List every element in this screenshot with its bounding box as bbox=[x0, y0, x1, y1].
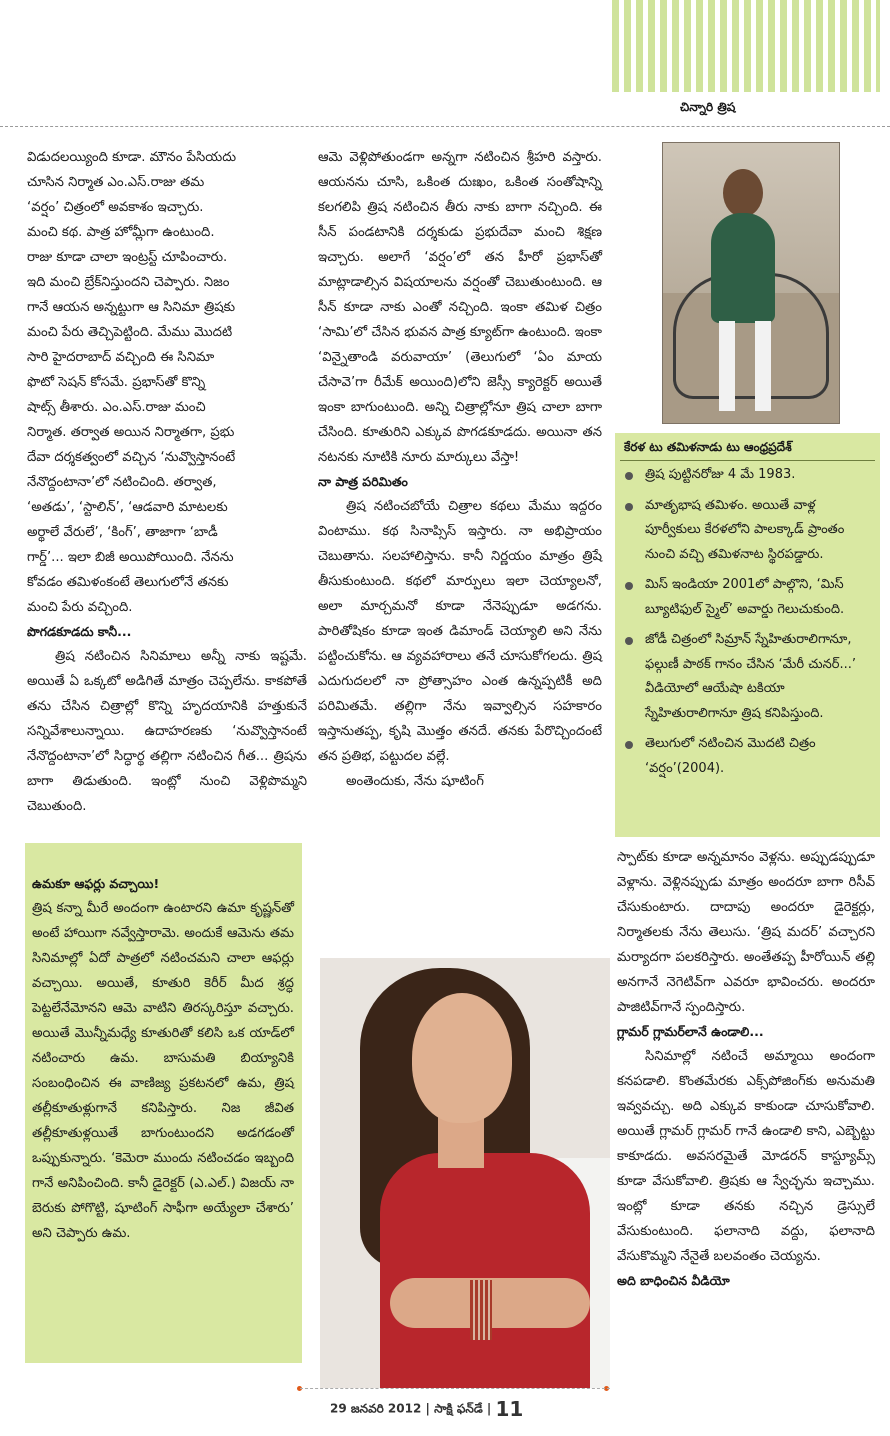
column-1-line: గార్డ్’... ఇలా బిజీ అయిపోయింది. నేనను bbox=[27, 550, 234, 565]
column-1-line: నేనొద్దంటానా’లో నటించింది. తర్వాత, bbox=[27, 475, 217, 490]
column-1-line: అర్థాలే వేరులే’, ‘కింగ్’, తాజాగా ‘బాడీ bbox=[27, 525, 218, 540]
column-1-line: రాజు కూడా చాలా ఇంట్రస్ట్ చూపించారు. bbox=[27, 250, 228, 265]
column-1-line: ‘అతడు’, ‘స్టాలిన్’, ‘ఆడవారి మాటలకు bbox=[27, 500, 228, 515]
subhead-pogadakudadu: పొగడకూడదు కానీ... bbox=[27, 624, 132, 639]
column-2 bbox=[318, 145, 602, 794]
header-stripe bbox=[612, 0, 880, 92]
column-1-line: షాట్స్ తీశారు. ఎం.ఎస్.రాజు మంచి bbox=[27, 400, 206, 415]
childhood-photo bbox=[662, 142, 840, 424]
column-1-para-2: త్రిష నటించిన సినిమాలు అన్నీ నాకు ఇష్టమే. అయితే ఏ ఒక్కటో అడిగితే మాత్రం చెప్పలేను. కాకపోతే తను చేసిన చిత్రాల్లో కొన్ని హృదయానికి హత్తుకునే సన్నివేశాలున్నాయి. ఉదాహరణకు ‘నువ్వొస్తానంటే నేనొద్దంటానా’లో సిద్ధార్థ తల్లిగా నటించిన గీత... త్రిషను బాగా తిడుతుంది. ఇంట్లో నుంచి వెళ్లిపొమ్మని చెబుతుంది. bbox=[27, 649, 307, 814]
fact-item: మాతృభాష తమిళం. అయితే వాళ్ల పూర్వీకులు కేరళలోని పాలక్కాడ్ ప్రాంతం నుంచి వచ్చి తమిళనాట స్థిరపడ్డారు. bbox=[617, 494, 875, 568]
column-3-para-2: సినిమాల్లో నటించే అమ్మాయి అందంగా కనపడాలి. కొంతమేరకు ఎక్స్‌పోజింగ్‌కు అనుమతి ఇవ్వవచ్చు. అది ఎక్కువ కాకుండా చూసుకోవాలి. అయితే గ్లామర్ గ్లామర్ గానే ఉండాలి కాని, ఎబ్బెట్టు కాకూడదు. అవసరమైతే మోడరన్ కాస్ట్యూమ్స్ కూడా వేసుకోవాలి. త్రిషకు ఆ స్వేచ్ఛను ఇచ్చాము. ఇంట్లో కూడా తనకు నచ్చిన డ్రెస్సులే వేసుకుంటుంది. ఫలానాది వద్దు, ఫలానాది వేసుకొమ్మని నేనైతే బలవంతం చెయ్యను. bbox=[617, 1049, 875, 1264]
trisha-portrait-photo bbox=[320, 958, 610, 1388]
sidebar-box-uma-content bbox=[32, 872, 294, 1246]
fact-list bbox=[617, 463, 875, 781]
column-3-para-1: స్పాట్‌కు కూడా అన్నమానం వెళ్లను. అప్పుడప్పుడూ వెళ్లాను. వెళ్లినప్పుడు మాత్రం అందరూ బాగా రిసీవ్ చేసుకుంటారు. దాదాపు అందరూ డైరెక్టర్లు, నిర్మాతలకు నేను తెలుసు. ‘త్రిష మదర్’ వచ్చారని మర్యాదగా పలకరిస్తారు. అంతేతప్ప హీరోయిన్ తల్లి అనగానే నెగెటివ్‌గా ఎవరూ భావించరు. అందరూ పాజిటివ్‌గానే స్పందిస్తారు. bbox=[617, 850, 875, 1015]
column-1-line: చూసిన నిర్మాత ఎం.ఎస్.రాజు తమ bbox=[27, 175, 205, 190]
column-2-para-2: త్రిష నటించబోయే చిత్రాల కథలు మేము ఇద్దరం వింటాము. కథ సినాప్సిస్ ఇస్తారు. నా అభిప్రాయం చెబుతాను. సలహాలిస్తాను. కానీ నిర్ణయం మాత్రం త్రిషే తీసుకుంటుంది. కథలో మార్పులు ఇలా చెయ్యాలనో, అలా మార్చమనో కూడా నేనెప్పుడూ అడగను. పారితోషికం కూడా ఇంత డిమాండ్ చెయ్యాలి అని నేను పట్టించుకోను. ఆ వ్యవహారాలు తనే చూసుకోగలదు. త్రిష ఎదుగుదలలో నా ప్రోత్సాహం ఎంత ఉన్నప్పటికీ అది పరిమితమే. తల్లిగా నేను ఇవ్వాల్సిన సహకారం ఇస్తానుతప్ప, కృషి మొత్తం తనదే. తనకు పేరొచ్చిందంటే తన ప్రతిభ, పట్టుదల వల్లే. bbox=[318, 499, 602, 764]
subhead-naa-paatra: నా పాత్ర పరిమితం bbox=[318, 474, 408, 489]
fact-box-divider bbox=[620, 460, 875, 461]
photo-caption: చిన్నారి త్రిష bbox=[680, 100, 736, 114]
column-1-line: గానే ఆయన అన్నట్టుగా ఆ సినిమా త్రిషకు bbox=[27, 300, 236, 315]
fact-item: మిస్ ఇండియా 2001లో పాల్గొని, ‘మిస్ బ్యూటిఫుల్ స్మైల్’ అవార్డు గెలుచుకుంది. bbox=[617, 573, 875, 622]
page-footer: 29 జనవరి 2012 | సాక్షి ఫన్‌డే | 11 bbox=[330, 1397, 524, 1421]
subhead-video: అది బాధించిన వీడియో bbox=[617, 1273, 730, 1288]
fact-box-list-wrap bbox=[617, 463, 875, 787]
column-1-line: మంచి కథ. పాత్ర హోమ్లీగా ఉంటుంది. bbox=[27, 225, 215, 240]
fact-item: త్రిష పుట్టినరోజు 4 మే 1983. bbox=[617, 463, 875, 488]
page-number: 11 bbox=[495, 1397, 524, 1421]
footer-divider bbox=[300, 1388, 610, 1389]
footer-date: 29 జనవరి 2012 bbox=[330, 1401, 422, 1416]
sidebar-box-uma-heading: ఉమకూ ఆఫర్లు వచ్చాయి! bbox=[32, 876, 160, 891]
column-1 bbox=[27, 145, 307, 819]
column-1-lines bbox=[27, 145, 307, 620]
column-1-line: విడుదలయ్యింది కూడా. మౌనం పేసియదు bbox=[27, 150, 237, 165]
column-1-line: సారి హైదరాబాద్ వచ్చింది ఈ సినిమా bbox=[27, 350, 215, 365]
fact-item: జోడీ చిత్రంలో సిమ్రాన్ స్నేహితురాలిగానూ, ఫల్గుణీ పాఠక్ గానం చేసిన ‘మేరీ చునర్...’ వీడియోలో ఆయేషా టకియా స్నేహితురాలిగానూ త్రిష కనిపిస్తుంది. bbox=[617, 628, 875, 726]
column-2-para-1: ఆమె వెళ్లిపోతుండగా అన్నగా నటించిన శ్రీహరి వస్తారు. ఆయనను చూసి, ఒకింత దుఃఖం, ఒకింత సంతోషాన్ని కలగలిపి త్రిష నటించిన తీరు నాకు బాగా నచ్చింది. ఈ సీన్ పండటానికి దర్శకుడు ప్రభుదేవా మంచి శిక్షణ ఇచ్చారు. అలాగే ‘వర్షం’లో తన హీరో ప్రభాస్‌తో మాట్లాడాల్సిన విషయాలను వర్షంతో చెబుతుంటుంది. ఆ సీన్ కూడా నాకు ఎంతో నచ్చింది. ఇంకా తమిళ చిత్రం ‘సామి’లో చేసిన భువన పాత్ర క్యూట్‌గా ఉంటుంది. ఇంకా ‘విన్నైతాండి వరువాయా’ (తెలుగులో ‘ఏం మాయ చేసావె’గా రీమేక్ అయింది)లోని జెస్సీ క్యారెక్టర్ అయితే ఇంకా బాగుంటుంది. అన్ని చిత్రాల్లోనూ త్రిష చాలా బాగా చేసింది. కూతురిని ఎక్కువ పొగడకూడదు. అయినా తన నటనకు నూటికి నూరు మార్కులు వేస్తా! bbox=[318, 150, 602, 465]
fact-box-title: కేరళ టు తమిళనాడు టు ఆంధ్రప్రదేశ్ bbox=[624, 440, 792, 454]
column-1-line: ‘వర్షం’ చిత్రంలో అవకాశం ఇచ్చారు. bbox=[27, 200, 204, 215]
column-2-para-3: అంతెందుకు, నేను షూటింగ్ bbox=[346, 774, 484, 789]
subhead-glamour: గ్లామర్ గ్లామర్‌లానే ఉండాలి... bbox=[617, 1024, 764, 1039]
column-1-line: నిర్మాత. తర్వాత అయిన నిర్మాతగా, ప్రభు bbox=[27, 425, 235, 440]
column-1-line: దేవా దర్శకత్వంలో వచ్చిన ‘నువ్వొస్తానంటే bbox=[27, 450, 236, 465]
column-1-line: కోవడం తమిళంకంటే తెలుగులోనే తనకు bbox=[27, 575, 229, 590]
fact-item: తెలుగులో నటించిన మొదటి చిత్రం ‘వర్షం’(2004). bbox=[617, 732, 875, 781]
column-1-line: ఇది మంచి బ్రేక్‌నిస్తుందని చెప్పారు. నిజం bbox=[27, 275, 230, 290]
footer-publication: సాక్షి ఫన్‌డే bbox=[434, 1401, 483, 1416]
column-3 bbox=[617, 845, 875, 1293]
top-divider bbox=[0, 126, 890, 127]
sidebar-box-uma-body: త్రిష కన్నా మీరే అందంగా ఉంటారని ఉమా కృష్ణన్‌తో అంటే హాయిగా నవ్వేస్తారామె. అందుకే ఆమెను తమ సినిమాల్లో ఏదో పాత్రలో నటించమని చాలా ఆఫర్లు వచ్చాయి. అయితే, కూతురి కెరీర్ మీద శ్రద్ధ పెట్టలేనేమోనని ఆమె వాటిని తిరస్కరిస్తూ వచ్చారు. అయితే మొన్నీమధ్యే కూతురితో కలిసి ఒక యాడ్‌లో నటించారు ఉమ. బాసుమతి బియ్యానికి సంబంధించిన ఈ వాణిజ్య ప్రకటనలో ఉమ, త్రిష తల్లీకూతుళ్లుగానే కనిపిస్తారు. నిజ జీవిత తల్లీకూతుళ్లయితే బాగుంటుందని అడగడంతో ఒప్పుకున్నారు. ‘కెమెరా ముందు నటించడం ఇబ్బంది గానే అనిపించింది. కానీ డైరెక్టర్ (ఎ.ఎల్.) విజయ్ నా బెరుకు పోగొట్టి, షూటింగ్ సాఫీగా అయ్యేలా చేశారు’ అని చెప్పారు ఉమ. bbox=[32, 901, 294, 1241]
column-1-line: మంచి పేరు వచ్చింది. bbox=[27, 600, 133, 615]
column-1-line: మంచి పేరు తెచ్చిపెట్టింది. మేము మొదటి bbox=[27, 325, 233, 340]
column-1-line: ఫొటో సెషన్ కోసమే. ప్రభాస్‌తో కొన్ని bbox=[27, 375, 206, 390]
